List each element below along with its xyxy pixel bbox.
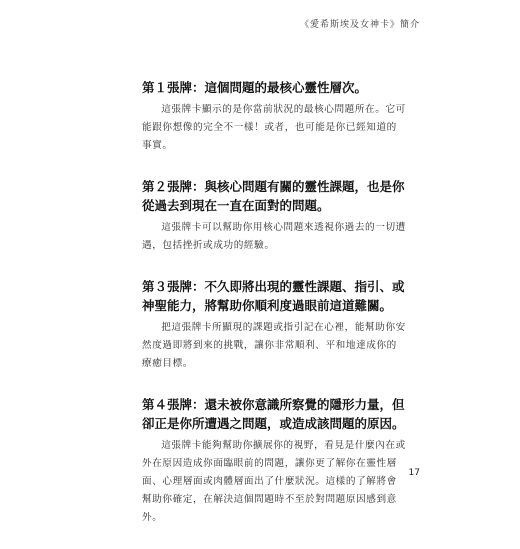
section-heading: 第３張牌：不久即將出現的靈性課題、指引、或神聖能力，將幫助你順利度過眼前這道難關。 bbox=[142, 279, 405, 313]
section-body: 這張牌卡能夠幫助你擴展你的視野，看見是什麼內在或外在原因造成你面臨眼前的問題，讓你更了解你在靈性層面、心理層面或肉體層面出了什麼狀況。這樣的了解將會幫助你確定，在解決這個問題時不至於對問題原因感到意外。 bbox=[142, 440, 406, 523]
running-header: 《愛希斯埃及女神卡》簡介 bbox=[299, 20, 420, 30]
section-body: 把這張牌卡所顯現的課題或指引記在心裡，能幫助你安然度過即將到來的挑戰，讓你非常順利、平和地達成你的療癒目標。 bbox=[142, 322, 406, 369]
section-heading: 第２張牌：與核心問題有關的靈性課題，也是你從過去到現在一直在面對的問題。 bbox=[142, 179, 405, 213]
card-section-3 bbox=[142, 277, 407, 373]
section-body: 這張牌卡顯示的是你當前狀況的最核心問題所在。它可能跟你想像的完全不一樣！或者，也可能是你已經知道的事實。 bbox=[142, 104, 406, 151]
page-number: 17 bbox=[408, 468, 420, 478]
page-content bbox=[142, 78, 407, 549]
card-section-2 bbox=[142, 177, 407, 255]
card-section-1 bbox=[142, 78, 407, 155]
section-body: 這張牌卡可以幫助你用核心問題來透視你過去的一切遭遇，包括挫折或成功的經驗。 bbox=[142, 222, 406, 251]
section-heading: 第１張牌：這個問題的最核心靈性層次。 bbox=[142, 80, 368, 95]
section-heading: 第４張牌：還未被你意識所察覺的隱形力量，但卻正是你所遭遇之問題，或造成該問題的原因。 bbox=[142, 397, 405, 431]
card-section-4 bbox=[142, 395, 407, 527]
